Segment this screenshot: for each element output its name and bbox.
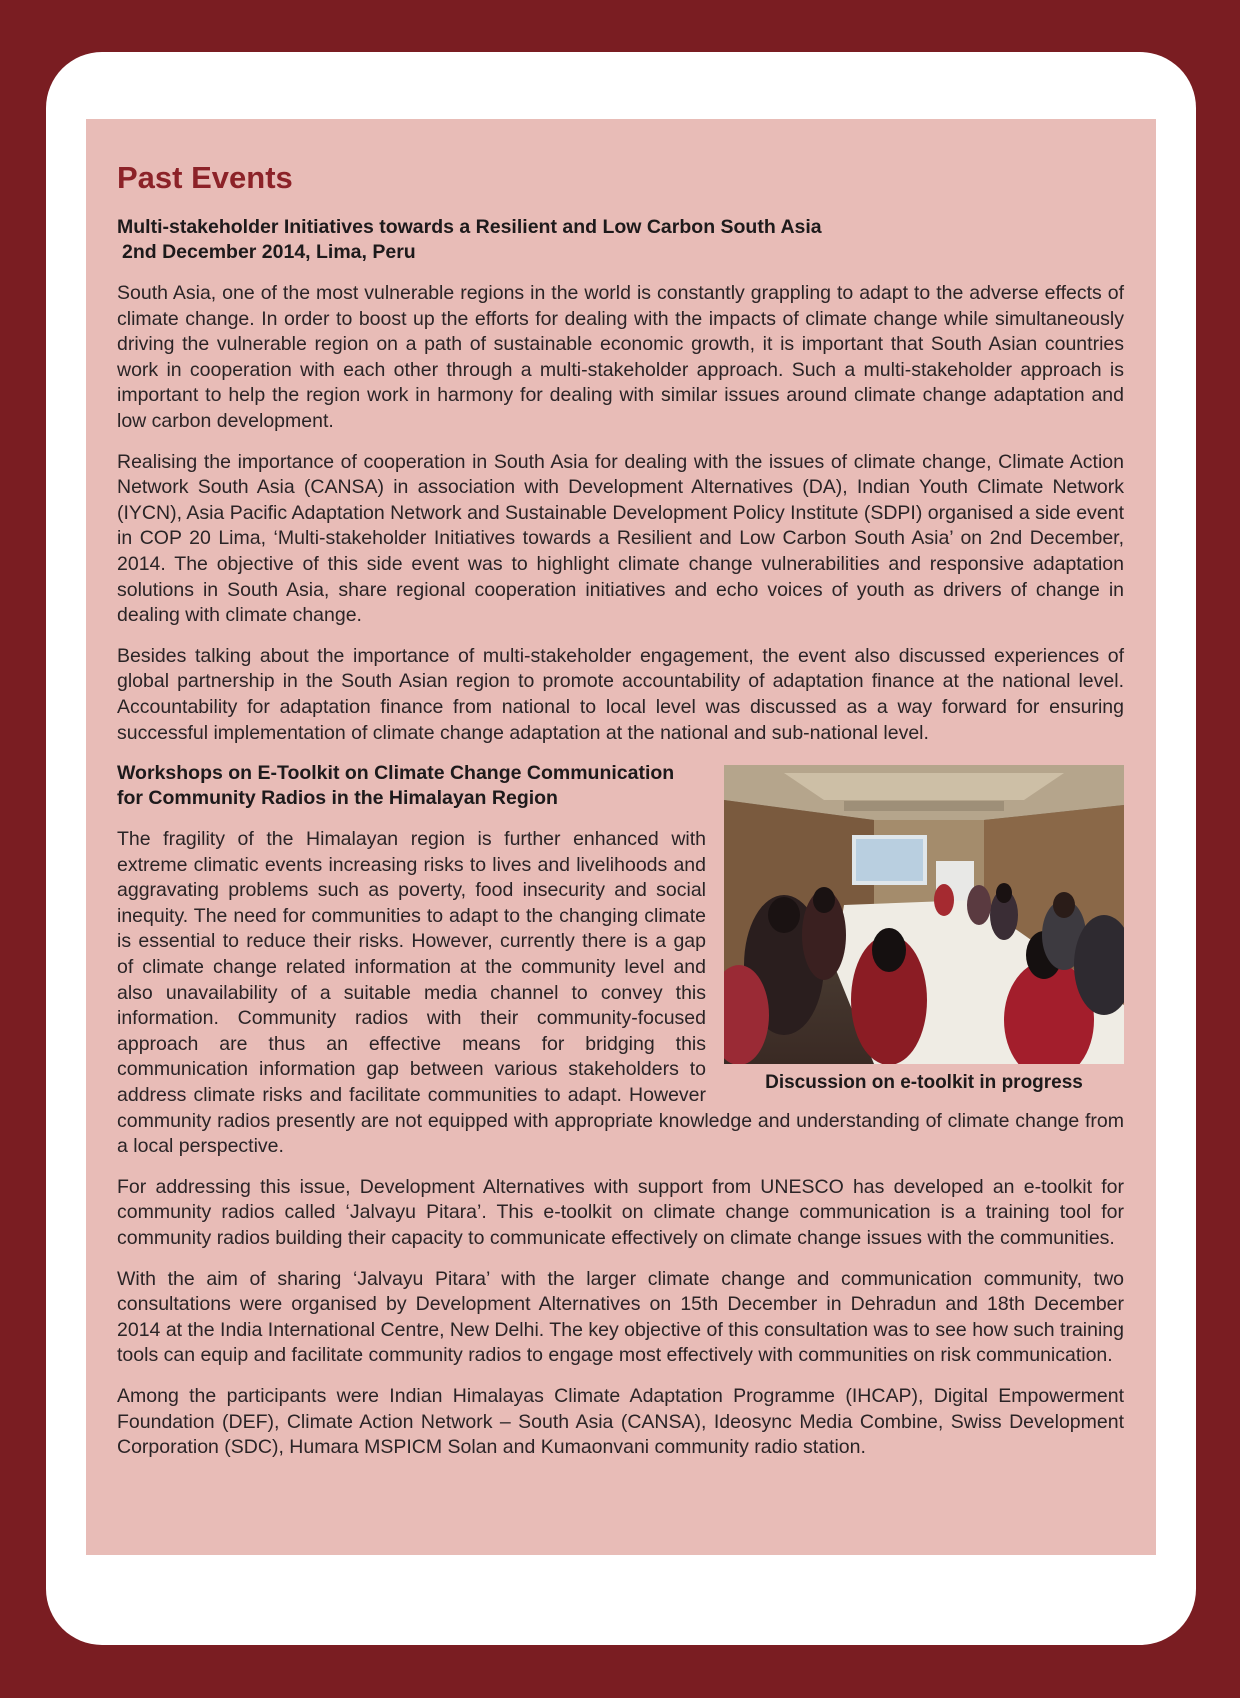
event2-paragraph: For addressing this issue, Development Alternatives with support from UNESCO has developed an e-toolkit for community radios called ‘Jalvayu Pitara’. This e-toolkit on climate change communication is a training tool for community radios building their capacity to communicate effectively on climate change issues with the communities. xyxy=(117,1175,1124,1249)
event2-paragraph: The fragility of the Himalayan region is further enhanced with extreme climatic events increasing risks to lives and livelihoods and aggravating problems such as poverty, food insecurity and social inequity. The need for communities to adapt to the changing climate is essential to reduce their risks. However, currently there is a gap of climate change related information at the community level and also unavailability of a suitable media channel to convey this information. Community radios with their community-focused approach are thus an effective means for bridging this communication information gap between various stakeholders to address climate risks and facilitate communities to adapt. However community radios presently are not equipped with appropriate knowledge and understanding of climate change from a local perspective. xyxy=(117,828,1124,1158)
event2-title-line2: for Community Radios in the Himalayan Region xyxy=(117,787,558,810)
event2-title-line1: Workshops on E-Toolkit on Climate Change Communication xyxy=(117,762,675,785)
meeting-photo xyxy=(724,765,1124,1064)
meeting-room-illustration xyxy=(724,765,1124,1064)
event1-date: 2nd December 2014, Lima, Peru xyxy=(122,241,416,263)
event1-paragraph: Besides talking about the importance of multi-stakeholder engagement, the event also discussed experiences of global partnership in the South Asian region to promote accountability of adaptation finance at the national level. Accountability for adaptation finance from national to local level was discussed as a way forward for ensuring successful implementation of climate change adaptation at the national and sub-national level. xyxy=(117,644,1124,744)
event2-paragraph: Among the participants were Indian Himalayas Climate Adaptation Programme (IHCAP), Digital Empowerment Foundation (DEF), Climate Action Network – South Asia (CANSA), Ideosync Media Combine, Swiss Development Corporation (SDC), Humara MSPICM Solan and Kumaonvani community radio station. xyxy=(117,1384,1124,1459)
event1-title: Multi-stakeholder Initiatives towards a Resilient and Low Carbon South Asia xyxy=(117,216,822,238)
event1-paragraph: Realising the importance of cooperation in South Asia for dealing with the issues of climate change, Climate Action Network South Asia (CANSA) in association with Development Alternatives (DA), Indian Youth Climate Network (IYCN), Asia Pacific Adaptation Network and Sustainable Development Policy Institute (SDPI) organised a side event in COP 20 Lima, ‘Multi-stakeholder Initiatives towards a Resilient and Low Carbon South Asia’ on 2nd December, 2014. The objective of this side event was to highlight climate change vulnerabilities and responsive adaptation solutions in South Asia, share regional cooperation initiatives and echo voices of youth as drivers of change in dealing with climate change. xyxy=(117,450,1124,627)
content-panel xyxy=(86,119,1156,1555)
photo-figure xyxy=(724,765,1124,1094)
event1-paragraph: South Asia, one of the most vulnerable regions in the world is constantly grappling to adapt to the adverse effects of climate change. In order to boost up the efforts for dealing with the impacts of climate change while simultaneously driving the vulnerable region on a path of sustainable economic growth, it is important that South Asian countries work in cooperation with each other through a multi-stakeholder approach. Such a multi-stakeholder approach is important to help the region work in harmony for dealing with similar issues around climate change adaptation and low carbon development. xyxy=(117,282,1124,432)
section-heading: Past Events xyxy=(117,160,293,195)
photo-caption: Discussion on e-toolkit in progress xyxy=(765,1072,1083,1094)
event2-paragraph: With the aim of sharing ‘Jalvayu Pitara’ with the larger climate change and communication community, two consultations were organised by Development Alternatives on 15th December in Dehradun and 18th December 2014 at the India International Centre, New Delhi. The key objective of this consultation was to see how such training tools can equip and facilitate community radios to engage most effectively with communities on risk communication. xyxy=(117,1267,1124,1367)
